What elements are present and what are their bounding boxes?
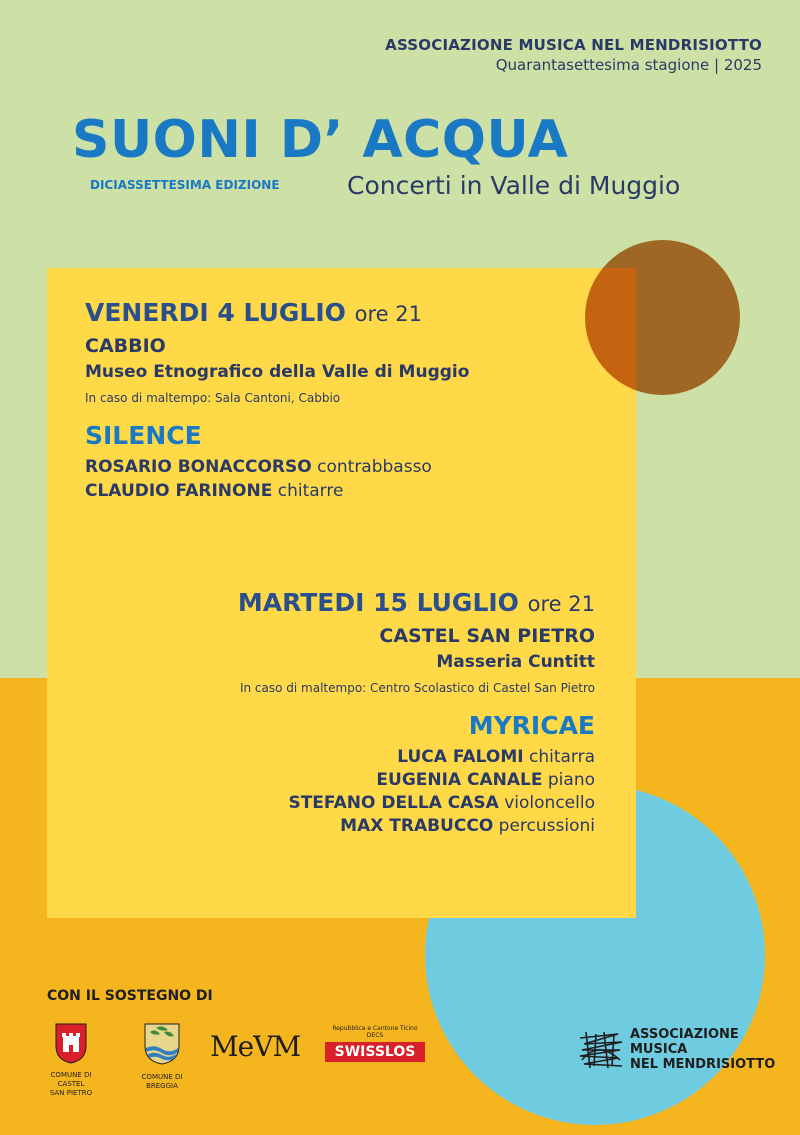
performer-instrument: contrabbasso (317, 457, 432, 477)
event-date-text: VENERDI 4 LUGLIO (85, 298, 346, 327)
season-label: Quarantasettesima stagione | 2025 (495, 56, 762, 74)
event-date-text: MARTEDI 15 LUGLIO (237, 588, 519, 617)
performer-name: LUCA FALOMI (397, 747, 524, 767)
event-bad-weather: In caso di maltempo: Centro Scolastico di Castel San Pietro (239, 681, 595, 695)
festival-subtitle: Concerti in Valle di Muggio (347, 171, 681, 200)
performer (238, 770, 595, 790)
event-2 (238, 588, 595, 836)
performer (85, 481, 469, 501)
castel-caption (45, 1071, 97, 1098)
amn-text (630, 1027, 775, 1072)
performer-name: MAX TRABUCCO (340, 816, 494, 836)
caption-line: COMUNE DI (141, 1073, 183, 1081)
mvm-logo: MeVM (210, 1030, 301, 1063)
amn-line: ASSOCIAZIONE (630, 1027, 739, 1042)
performer-instrument: violoncello (504, 793, 595, 813)
edition-label: DICIASSETTESIMA EDIZIONE (90, 178, 280, 192)
swisslos-caption (325, 1025, 425, 1039)
event-1 (85, 298, 469, 501)
caption-line: BREGGIA (146, 1082, 178, 1090)
performer-name: ROSARIO BONACCORSO (85, 457, 312, 477)
organizer-name: ASSOCIAZIONE MUSICA NEL MENDRISIOTTO (385, 36, 762, 54)
caption-line: CASTEL (57, 1080, 85, 1088)
event-group: SILENCE (85, 421, 202, 450)
breggia-caption (135, 1073, 189, 1091)
sponsors-label: CON IL SOSTEGNO DI (47, 988, 213, 1004)
amn-logo (578, 1027, 775, 1072)
castel-san-pietro-logo (45, 1022, 97, 1098)
performer (238, 793, 595, 813)
caption-line: DECS (366, 1032, 384, 1039)
event-date (238, 588, 595, 617)
decor-orange-circle (585, 240, 740, 395)
event-place: CABBIO (85, 335, 166, 357)
amn-line: MUSICA (630, 1042, 688, 1057)
performer-name: STEFANO DELLA CASA (288, 793, 499, 813)
amn-scribble-icon (578, 1030, 624, 1070)
event-time: ore 21 (527, 592, 595, 616)
event-time: ore 21 (354, 302, 422, 326)
breggia-logo (135, 1022, 189, 1091)
event-venue: Museo Etnografico della Valle di Muggio (85, 362, 470, 382)
festival-title: SUONI D’ ACQUA (72, 110, 569, 170)
breggia-coat-of-arms-icon (142, 1022, 182, 1066)
swisslos-logo (325, 1025, 425, 1062)
caption-line: COMUNE DI (50, 1071, 92, 1079)
performer (238, 816, 595, 836)
performer-name: EUGENIA CANALE (376, 770, 543, 790)
organizer-header (385, 36, 762, 74)
event-group: MYRICAE (468, 711, 595, 740)
amn-line: NEL MENDRISIOTTO (630, 1057, 776, 1072)
swisslos-wordmark: SWISSLOS (325, 1042, 425, 1062)
caption-line: SAN PIETRO (49, 1089, 93, 1097)
castel-coat-of-arms-icon (54, 1022, 88, 1064)
performer (238, 747, 595, 767)
event-place: CASTEL SAN PIETRO (379, 625, 595, 647)
performer-instrument: chitarra (528, 747, 595, 767)
caption-line: Repubblica e Cantone Ticino (332, 1025, 418, 1032)
performer-instrument: chitarre (277, 481, 344, 501)
event-bad-weather: In caso di maltempo: Sala Cantoni, Cabbio (85, 391, 341, 405)
performer-instrument: percussioni (498, 816, 595, 836)
event-date (85, 298, 469, 327)
event-venue: Masseria Cuntitt (436, 652, 595, 672)
performer-instrument: piano (547, 770, 595, 790)
performer (85, 457, 469, 477)
performer-name: CLAUDIO FARINONE (85, 481, 273, 501)
